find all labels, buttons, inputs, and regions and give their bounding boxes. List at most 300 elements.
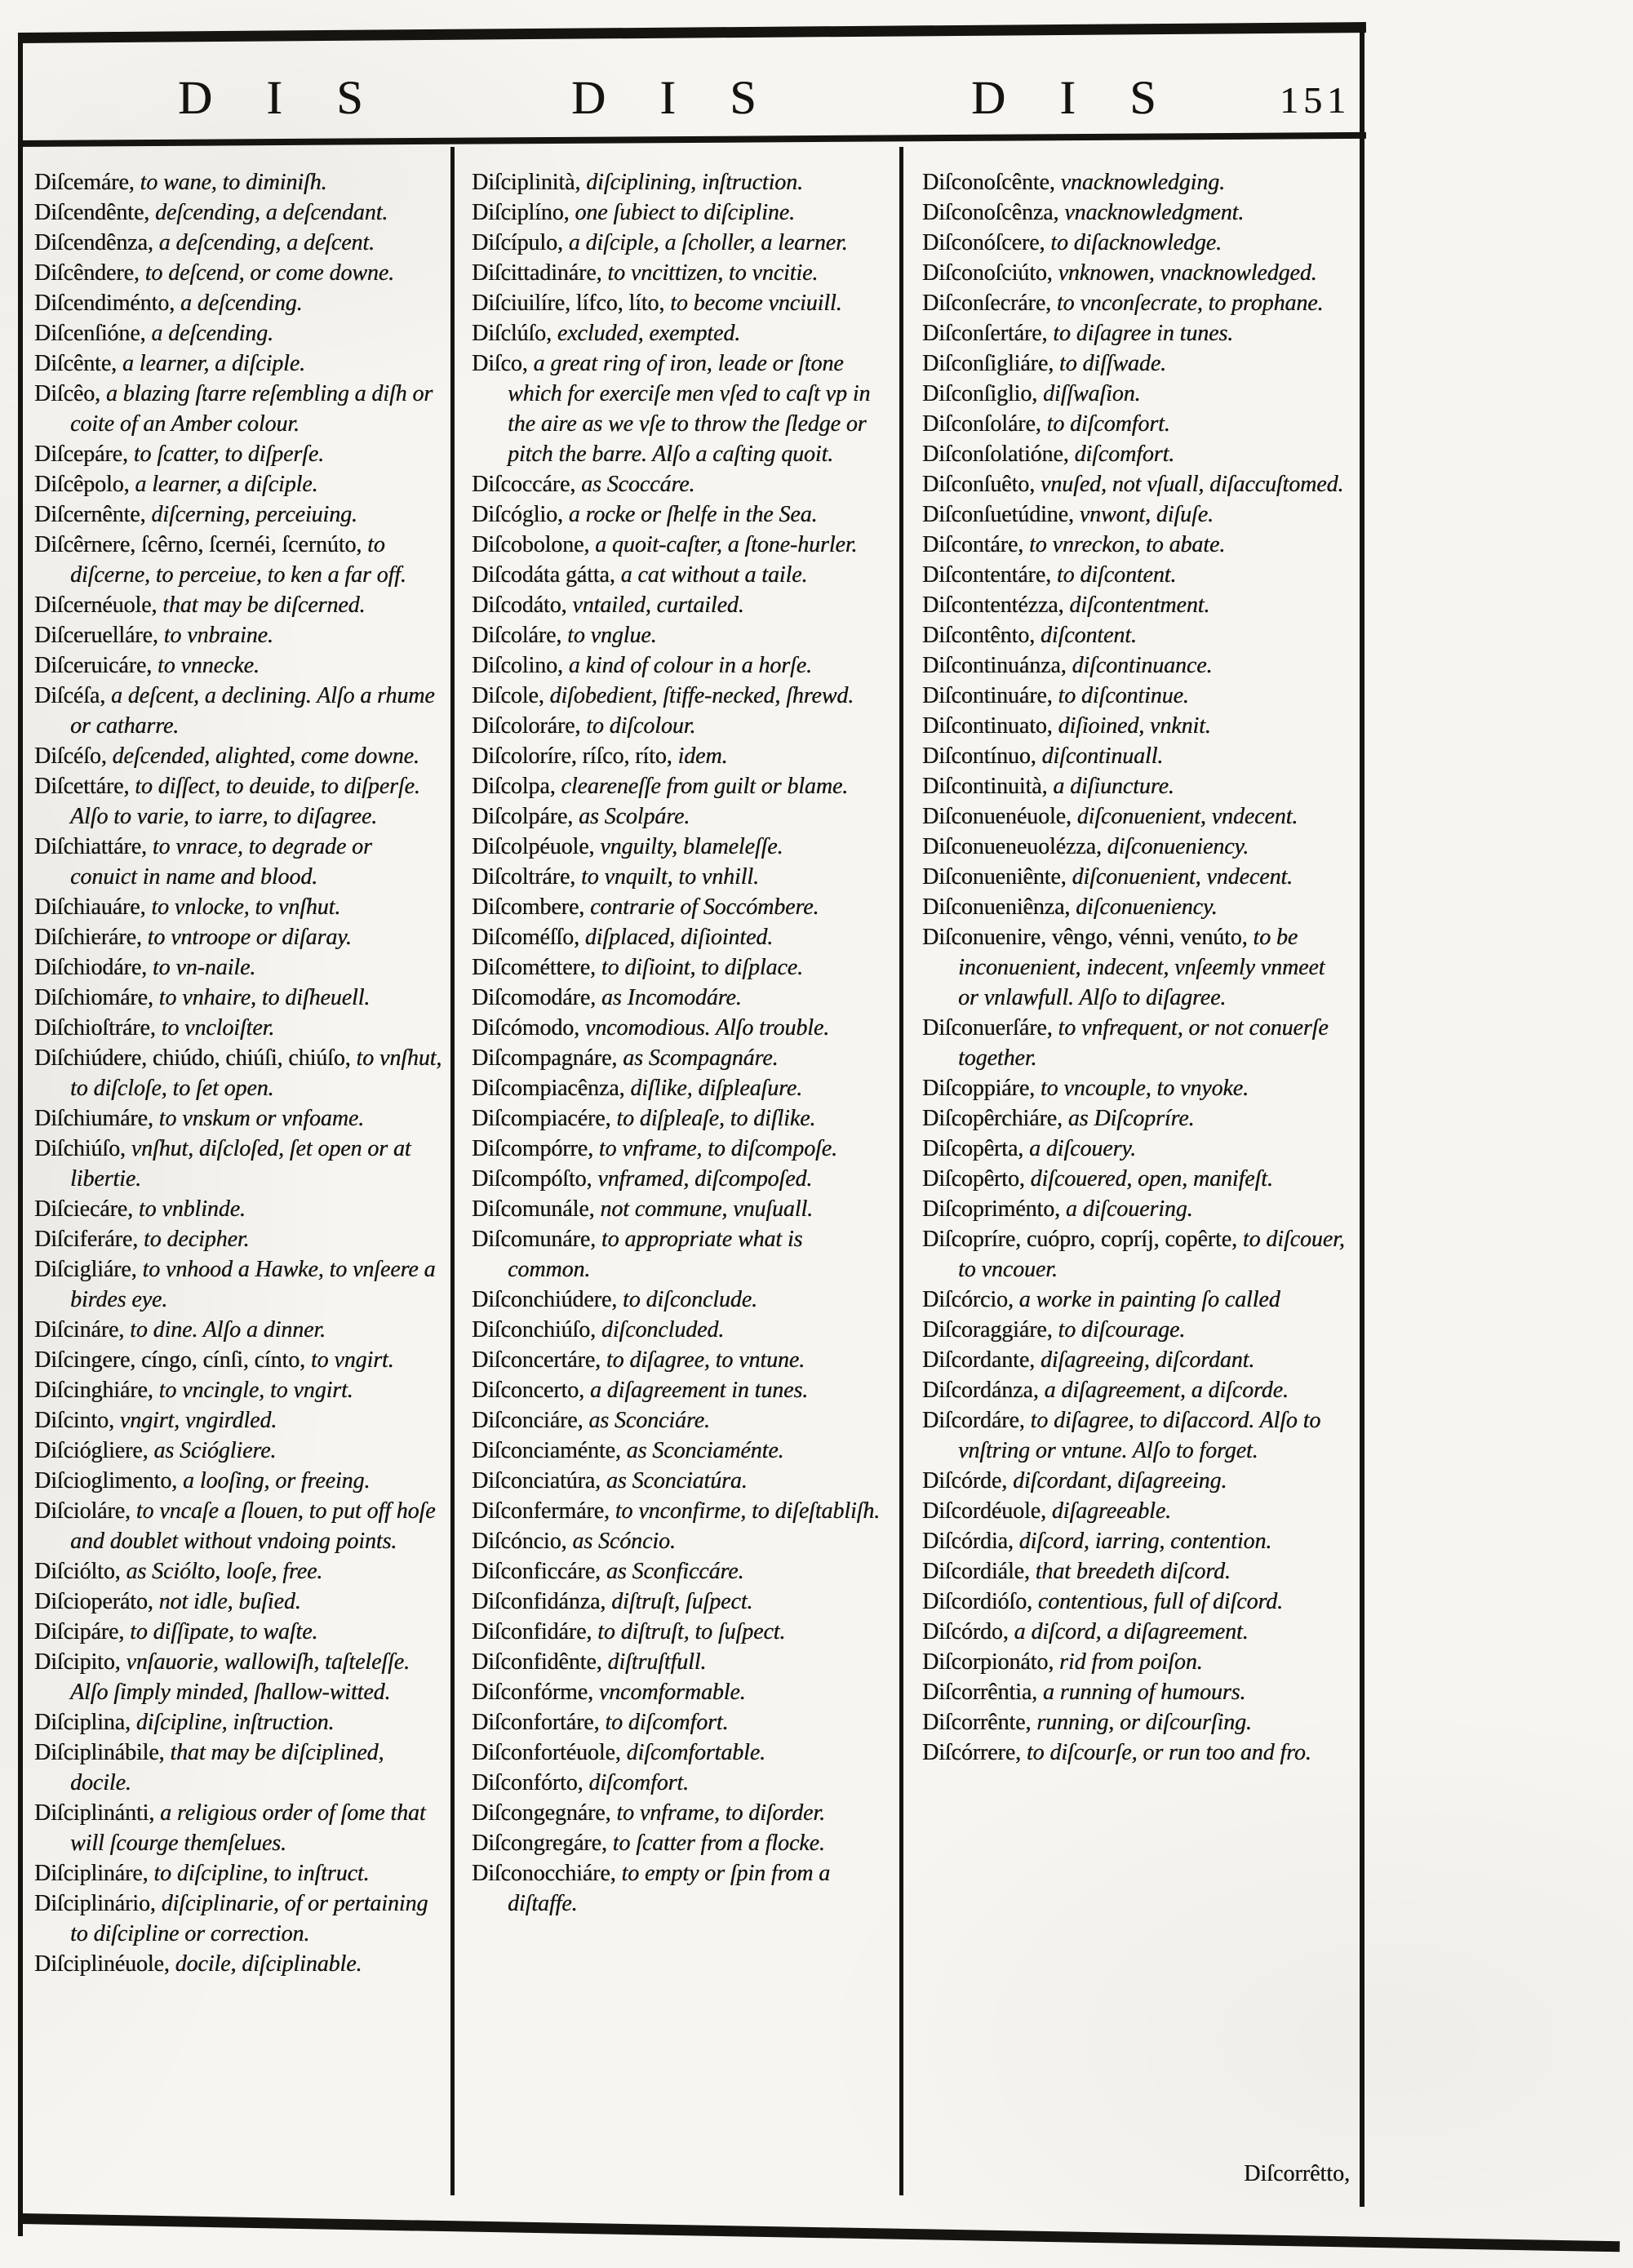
dictionary-entry: [472, 711, 884, 741]
entry-gloss: to vnconſecrate, to prophane.: [1056, 291, 1324, 316]
dictionary-entry: [472, 469, 884, 499]
dictionary-entry: [34, 1405, 444, 1436]
page-number: 151: [1280, 79, 1351, 121]
entry-headword: Diſcernéuole,: [34, 593, 158, 618]
entry-gloss: to diſcontinue.: [1058, 683, 1189, 708]
entry-headword: Diſchiodáre,: [34, 955, 147, 980]
dictionary-entry: [922, 439, 1350, 469]
entry-headword: Diſciógliere,: [34, 1438, 149, 1463]
entry-headword: Diſcontinuità,: [922, 774, 1048, 799]
entry-headword: Diſcontinuato,: [922, 713, 1053, 739]
dictionary-entry: [34, 530, 444, 590]
entry-gloss: vnframed, diſcompoſed.: [597, 1166, 813, 1192]
dictionary-entry: [922, 1466, 1350, 1496]
entry-gloss: to ſcatter from a flocke.: [612, 1831, 825, 1856]
entry-gloss: as Scoccáre.: [581, 472, 695, 497]
entry-gloss: a deſcent, a declining. Alſo a rhume or catharre.: [70, 683, 435, 739]
entry-gloss: contentious, full of diſcord.: [1037, 1589, 1283, 1614]
entry-gloss: a diſcouering.: [1065, 1196, 1193, 1222]
entry-headword: Diſcioperáto,: [34, 1589, 153, 1614]
dictionary-entry: [472, 892, 884, 922]
entry-gloss: a diſciple, a ſcholler, a learner.: [568, 230, 848, 255]
entry-headword: Diſconſigliáre,: [922, 351, 1054, 376]
entry-headword: Diſco,: [472, 351, 528, 376]
entry-headword: Diſconſuêto,: [922, 472, 1035, 497]
dictionary-entry: [922, 711, 1350, 741]
entry-gloss: diſciplining, inſtruction.: [586, 170, 803, 195]
entry-gloss: as Sciólto, looſe, free.: [126, 1559, 323, 1584]
dictionary-entry: [922, 1164, 1350, 1194]
entry-gloss: deſcending, a deſcendant.: [154, 200, 388, 225]
entry-headword: Diſconciáre,: [472, 1408, 584, 1433]
entry-gloss: vnguilty, blameleſſe.: [600, 834, 783, 859]
entry-headword: Diſcipito,: [34, 1649, 121, 1675]
dictionary-entry: [34, 439, 444, 469]
dictionary-entry: [922, 228, 1350, 258]
entry-gloss: to vnhaire, to diſheuell.: [158, 985, 371, 1010]
entry-headword: Diſcioláre,: [34, 1498, 131, 1524]
entry-gloss: a cat without a taile.: [620, 562, 808, 588]
entry-gloss: to diſagree, to diſaccord. Alſo to vnſtring or vntune. Alſo to forget.: [958, 1408, 1321, 1463]
entry-headword: Diſcontáre,: [922, 532, 1024, 557]
entry-headword: Diſcernênte,: [34, 502, 146, 527]
entry-headword: Diſcepáre,: [34, 442, 128, 467]
dictionary-entry: [34, 1798, 444, 1858]
bottom-rule: [20, 2213, 1620, 2252]
entry-gloss: diſcomfort.: [588, 1770, 689, 1795]
dictionary-entry: [34, 318, 444, 348]
entry-gloss: to diſcourage.: [1058, 1317, 1186, 1343]
entry-gloss: diſioined, vnknit.: [1058, 713, 1211, 739]
dictionary-entry: [922, 469, 1350, 499]
entry-headword: Diſconficcáre,: [472, 1559, 601, 1584]
column-divider-2: [899, 147, 903, 2195]
entry-gloss: diſconcluded.: [601, 1317, 725, 1343]
entry-gloss: to diſſipate, to waſte.: [130, 1619, 318, 1644]
dictionary-entry: [34, 1254, 444, 1315]
entry-headword: Diſcompiacére,: [472, 1106, 611, 1131]
entry-gloss: to diſacknowledge.: [1050, 230, 1222, 255]
running-header-dis-2: D I S: [571, 71, 778, 124]
entry-gloss: to diſpleaſe, to diſlike.: [616, 1106, 816, 1131]
dictionary-entry: [34, 681, 444, 741]
dictionary-entry: [922, 348, 1350, 379]
entry-headword: Diſciecáre,: [34, 1196, 133, 1222]
dictionary-entry: [472, 1768, 884, 1798]
dictionary-entry: [472, 620, 884, 650]
entry-headword: Diſcongegnáre,: [472, 1800, 611, 1826]
entry-gloss: docile, diſciplinable.: [175, 1951, 362, 1977]
entry-headword: Diſcórdia,: [922, 1529, 1014, 1554]
dictionary-entry: [472, 832, 884, 862]
entry-headword: Diſcênte,: [34, 351, 117, 376]
entry-headword: Diſconueniênte,: [922, 864, 1067, 890]
entry-headword: Diſcéſa,: [34, 683, 106, 708]
entry-headword: Diſcettáre,: [34, 774, 130, 799]
dictionary-entry: [472, 560, 884, 590]
entry-headword: Diſcordéuole,: [922, 1498, 1046, 1524]
entry-gloss: to diſconclude.: [623, 1287, 757, 1312]
entry-gloss: to diſcontent.: [1056, 562, 1177, 588]
dictionary-column-2: [472, 167, 884, 1919]
entry-gloss: to diſagree, to vntune.: [606, 1347, 805, 1373]
entry-gloss: to diſcomfort.: [1046, 411, 1170, 437]
entry-gloss: to diſcerne, to perceiue, to ken a far off.: [70, 532, 406, 588]
dictionary-entry: [922, 1345, 1350, 1375]
entry-headword: Diſcopêrto,: [922, 1166, 1025, 1192]
entry-gloss: a learner, a diſciple.: [135, 472, 318, 497]
entry-headword: Diſcoraggiáre,: [922, 1317, 1053, 1343]
dictionary-entry: [472, 1647, 884, 1677]
entry-gloss: to diſcolour.: [586, 713, 696, 739]
dictionary-entry: [34, 1738, 444, 1798]
entry-headword: Diſcopêrta,: [922, 1136, 1024, 1161]
dictionary-entry: [34, 1013, 444, 1043]
dictionary-entry: [34, 288, 444, 318]
dictionary-entry: [922, 499, 1350, 530]
entry-gloss: as Scóncio.: [572, 1529, 676, 1554]
entry-gloss: vnacknowledgment.: [1064, 200, 1245, 225]
entry-gloss: as Sconciaménte.: [626, 1438, 784, 1463]
entry-gloss: to diſſect, to deuide, to diſperſe. Alſo to varie, to iarre, to diſagree.: [70, 774, 420, 829]
entry-headword: Diſconſoláre,: [922, 411, 1041, 437]
entry-gloss: one ſubiect to diſcipline.: [575, 200, 795, 225]
entry-gloss: to vngirt.: [310, 1347, 394, 1373]
entry-headword: Diſcombere,: [472, 894, 585, 920]
entry-headword: Diſcioglimento,: [34, 1468, 178, 1494]
dictionary-entry: [34, 1466, 444, 1496]
dictionary-entry: [472, 1828, 884, 1858]
dictionary-entry: [472, 318, 884, 348]
entry-headword: Diſciplina,: [34, 1710, 131, 1735]
entry-headword: Diſconueniênza,: [922, 894, 1071, 920]
entry-gloss: diſciplinarie, of or pertaining to diſcipline or correction.: [70, 1891, 428, 1946]
dictionary-entry: [34, 1858, 444, 1889]
dictionary-entry: [922, 1103, 1350, 1134]
dictionary-entry: [922, 1617, 1350, 1647]
dictionary-entry: [922, 1285, 1350, 1315]
entry-headword: Diſcoppiáre,: [922, 1076, 1035, 1101]
entry-headword: Diſconſuetúdine,: [922, 502, 1074, 527]
entry-headword: Diſcináre,: [34, 1317, 125, 1343]
dictionary-entry: [34, 499, 444, 530]
entry-headword: Diſconoſcênte,: [922, 170, 1055, 195]
entry-headword: Diſcontênto,: [922, 623, 1035, 648]
entry-gloss: diſagreeing, diſcordant.: [1040, 1347, 1255, 1373]
entry-gloss: to vncouple, to vnyoke.: [1040, 1076, 1249, 1101]
entry-headword: Diſcinto,: [34, 1408, 114, 1433]
entry-headword: Diſconuerſáre,: [922, 1015, 1053, 1041]
entry-headword: Diſcomodáre,: [472, 985, 596, 1010]
entry-gloss: to diſagree in tunes.: [1053, 321, 1234, 346]
entry-gloss: to diſtruſt, to ſuſpect.: [597, 1619, 786, 1644]
entry-headword: Diſcóglio,: [472, 502, 563, 527]
entry-gloss: a diſagreement in tunes.: [589, 1378, 809, 1403]
entry-headword: Diſcontínuo,: [922, 743, 1036, 769]
entry-gloss: to vnfrequent, or not conuerſe together.: [958, 1015, 1329, 1071]
dictionary-entry: [922, 409, 1350, 439]
dictionary-entry: [472, 741, 884, 771]
dictionary-entry: [472, 1436, 884, 1466]
dictionary-entry: [922, 379, 1350, 409]
entry-headword: Diſciplináre,: [34, 1861, 149, 1886]
entry-headword: Diſcordante,: [922, 1347, 1035, 1373]
entry-gloss: to vncingle, to vngirt.: [158, 1378, 353, 1403]
dictionary-entry: [472, 1013, 884, 1043]
dictionary-entry: [34, 1949, 444, 1979]
entry-gloss: to diſcipline, to inſtruct.: [153, 1861, 370, 1886]
dictionary-entry: [472, 1405, 884, 1436]
dictionary-entry: [34, 348, 444, 379]
entry-headword: Diſcéſo,: [34, 743, 107, 769]
dictionary-entry: [922, 1073, 1350, 1103]
entry-gloss: a diſcouery.: [1028, 1136, 1136, 1161]
entry-gloss: vnacknowledging.: [1060, 170, 1225, 195]
entry-headword: Diſchiomáre,: [34, 985, 153, 1010]
entry-gloss: to vnskum or vnfoame.: [158, 1106, 365, 1131]
entry-headword: Diſcendênte,: [34, 200, 150, 225]
entry-headword: Diſcompóſto,: [472, 1166, 592, 1192]
entry-gloss: as Scolpáre.: [578, 804, 690, 829]
entry-gloss: to diſcomfort.: [605, 1710, 729, 1735]
dictionary-entry: [34, 741, 444, 771]
entry-gloss: a deſcending.: [180, 291, 303, 316]
dictionary-entry: [472, 922, 884, 952]
entry-headword: Diſcendiménto,: [34, 291, 175, 316]
entry-gloss: to deſcend, or come downe.: [144, 260, 394, 286]
dictionary-entry: [34, 1556, 444, 1587]
dictionary-entry: [922, 1013, 1350, 1073]
dictionary-entry: [34, 771, 444, 832]
dictionary-entry: [472, 983, 884, 1013]
entry-headword: Diſchiúdere, chiúdo, chiúſi, chiúſo,: [34, 1045, 351, 1071]
dictionary-entry: [34, 952, 444, 983]
dictionary-entry: [472, 1043, 884, 1073]
entry-gloss: idem.: [677, 743, 728, 769]
dictionary-entry: [472, 348, 884, 469]
entry-headword: Diſconuenéuole,: [922, 804, 1072, 829]
entry-headword: Diſcontinuáre,: [922, 683, 1053, 708]
entry-gloss: to diſcouer, to vncouer.: [958, 1227, 1345, 1282]
entry-headword: Diſcompagnáre,: [472, 1045, 618, 1071]
dictionary-entry: [472, 1224, 884, 1285]
dictionary-entry: [472, 1677, 884, 1707]
entry-gloss: vnſauorie, wallowiſh, taſteleſſe. Alſo ſimply minded, ſhallow-witted.: [70, 1649, 410, 1705]
entry-headword: Diſcordiále,: [922, 1559, 1030, 1584]
entry-headword: Diſcométtere,: [472, 955, 596, 980]
entry-gloss: to diſioint, to diſplace.: [601, 955, 803, 980]
dictionary-entry: [922, 1134, 1350, 1164]
dictionary-entry: [34, 198, 444, 228]
entry-gloss: a worke in painting ſo called: [1018, 1287, 1280, 1312]
entry-gloss: to vntroope or diſaray.: [147, 925, 352, 950]
entry-gloss: that may be diſcerned.: [162, 593, 366, 618]
entry-headword: Diſcoméſſo,: [472, 925, 579, 950]
dictionary-entry: [34, 650, 444, 681]
entry-headword: Diſcêrnere, ſcêrno, ſcernéi, ſcernúto,: [34, 532, 362, 557]
dictionary-entry: [922, 530, 1350, 560]
dictionary-entry: [34, 258, 444, 288]
entry-gloss: a blazing ſtarre reſembling a diſh or coite of an Amber colour.: [70, 381, 433, 437]
entry-headword: Diſcorrêntia,: [922, 1680, 1037, 1705]
entry-headword: Diſciplinità,: [472, 170, 581, 195]
entry-headword: Diſchioſtráre,: [34, 1015, 156, 1041]
entry-headword: Diſceruicáre,: [34, 653, 153, 678]
right-border-rule: [1360, 29, 1365, 2207]
entry-gloss: to appropriate what is common.: [508, 1227, 803, 1282]
dictionary-entry: [922, 1375, 1350, 1405]
entry-headword: Diſchiattáre,: [34, 834, 147, 859]
entry-headword: Diſconfórto,: [472, 1770, 584, 1795]
dictionary-entry: [922, 1587, 1350, 1617]
entry-headword: Diſconfortéuole,: [472, 1740, 621, 1765]
entry-gloss: vnſhut, diſcloſed, ſet open or at libertie.: [70, 1136, 411, 1192]
entry-gloss: diſcomfort.: [1074, 442, 1175, 467]
dictionary-entry: [922, 318, 1350, 348]
dictionary-entry: [34, 228, 444, 258]
entry-gloss: to diſcourſe, or run too and fro.: [1026, 1740, 1311, 1765]
entry-gloss: to vnframe, to diſcompoſe.: [598, 1136, 837, 1161]
dictionary-entry: [922, 590, 1350, 620]
entry-headword: Diſcoloríre, ríſco, ríto,: [472, 743, 672, 769]
dictionary-entry: [472, 167, 884, 198]
entry-headword: Diſcompórre,: [472, 1136, 593, 1161]
entry-gloss: running, or diſcourſing.: [1036, 1710, 1252, 1735]
entry-headword: Diſconfórme,: [472, 1680, 593, 1705]
entry-headword: Diſcompiacênza,: [472, 1076, 625, 1101]
entry-headword: Diſconfortáre,: [472, 1710, 600, 1735]
entry-headword: Diſceruelláre,: [34, 623, 158, 648]
entry-gloss: vnwont, diſuſe.: [1079, 502, 1214, 527]
dictionary-entry: [922, 1224, 1350, 1285]
entry-headword: Diſcómodo,: [472, 1015, 579, 1041]
entry-gloss: to vnbraine.: [163, 623, 273, 648]
entry-headword: Diſcigliáre,: [34, 1257, 137, 1282]
entry-headword: Diſconueneuolézza,: [922, 834, 1102, 859]
dictionary-entry: [472, 1556, 884, 1587]
entry-headword: Diſconfidáre,: [472, 1619, 592, 1644]
dictionary-entry: [472, 1496, 884, 1526]
entry-headword: Diſconſiglio,: [922, 381, 1038, 406]
entry-gloss: diſtruſtfull.: [607, 1649, 707, 1675]
entry-headword: Diſcêndere,: [34, 260, 140, 286]
entry-gloss: vntailed, curtailed.: [572, 593, 744, 618]
entry-headword: Diſcemáre,: [34, 170, 135, 195]
entry-headword: Diſconſecráre,: [922, 291, 1051, 316]
dictionary-entry: [922, 1194, 1350, 1224]
dictionary-entry: [34, 1587, 444, 1617]
entry-headword: Diſcipáre,: [34, 1619, 125, 1644]
entry-headword: Diſcingere, cíngo, cínſi, cínto,: [34, 1347, 305, 1373]
entry-gloss: vnknowen, vnacknowledged.: [1058, 260, 1317, 286]
entry-gloss: contrarie of Soccómbere.: [589, 894, 819, 920]
entry-headword: Diſcoltráre,: [472, 864, 576, 890]
entry-headword: Diſcorrênte,: [922, 1710, 1032, 1735]
entry-gloss: diſconuenient, vndecent.: [1072, 864, 1293, 890]
entry-headword: Diſconciatúra,: [472, 1468, 601, 1494]
dictionary-entry: [472, 1375, 884, 1405]
running-header-dis-1: D I S: [178, 71, 384, 124]
dictionary-entry: [34, 1194, 444, 1224]
dictionary-entry: [472, 862, 884, 892]
entry-headword: Diſclúſo,: [472, 321, 552, 346]
dictionary-entry: [34, 1375, 444, 1405]
entry-gloss: to empty or ſpin from a diſtaffe.: [508, 1861, 831, 1916]
dictionary-entry: [34, 892, 444, 922]
dictionary-entry: [34, 1134, 444, 1194]
dictionary-entry: [34, 1496, 444, 1556]
entry-gloss: to vncloiſter.: [161, 1015, 275, 1041]
left-border-rule: [18, 33, 23, 2236]
entry-headword: Diſcobolone,: [472, 532, 590, 557]
entry-headword: Diſciplinánti,: [34, 1800, 155, 1826]
entry-gloss: vncomformable.: [598, 1680, 746, 1705]
entry-headword: Diſcenſióne,: [34, 321, 146, 346]
dictionary-entry: [922, 198, 1350, 228]
entry-gloss: deſcended, alighted, come downe.: [112, 743, 419, 769]
dictionary-entry: [34, 922, 444, 952]
dictionary-entry: [472, 650, 884, 681]
entry-gloss: a deſcending.: [151, 321, 273, 346]
dictionary-entry: [34, 1617, 444, 1647]
dictionary-entry: [472, 771, 884, 801]
entry-gloss: to vnlocke, to vnſhut.: [151, 894, 341, 920]
entry-gloss: as Sciógliere.: [153, 1438, 277, 1463]
dictionary-entry: [472, 1526, 884, 1556]
dictionary-entry: [34, 1103, 444, 1134]
dictionary-entry: [472, 1194, 884, 1224]
entry-headword: Diſcomunále,: [472, 1196, 595, 1222]
entry-headword: Diſciuilíre, lífco, líto,: [472, 291, 665, 316]
entry-headword: Diſcórcio,: [922, 1287, 1014, 1312]
entry-headword: Diſcolpáre,: [472, 804, 574, 829]
dictionary-entry: [34, 832, 444, 892]
entry-gloss: cleareneſſe from guilt or blame.: [561, 774, 849, 799]
entry-gloss: diſcordant, diſagreeing.: [1012, 1468, 1227, 1494]
entry-headword: Diſcórrere,: [922, 1740, 1021, 1765]
entry-headword: Diſcontinuánza,: [922, 653, 1067, 678]
entry-gloss: diſconuenient, vndecent.: [1076, 804, 1298, 829]
dictionary-entry: [472, 1798, 884, 1828]
entry-gloss: diſlike, diſpleaſure.: [630, 1076, 803, 1101]
dictionary-entry: [34, 379, 444, 439]
entry-headword: Diſcopriménto,: [922, 1196, 1060, 1222]
entry-gloss: to vncaſe a ſlouen, to put off hoſe and doublet without vndoing points.: [70, 1498, 436, 1554]
entry-headword: Diſconſertáre,: [922, 321, 1048, 346]
entry-gloss: a running of humours.: [1042, 1680, 1246, 1705]
entry-gloss: not commune, vnuſuall.: [600, 1196, 813, 1222]
dictionary-entry: [34, 1889, 444, 1949]
entry-gloss: diſcerning, perceiuing.: [151, 502, 357, 527]
entry-gloss: diſſwaſion.: [1042, 381, 1141, 406]
dictionary-entry: [922, 771, 1350, 801]
dictionary-entry: [472, 288, 884, 318]
entry-gloss: to vnhood a Hawke, to vnſeere a birdes eye.: [70, 1257, 436, 1312]
dictionary-entry: [34, 620, 444, 650]
entry-gloss: to vnrace, to degrade or conuict in name and blood.: [70, 834, 372, 890]
entry-gloss: that breedeth diſcord.: [1035, 1559, 1231, 1584]
dictionary-entry: [472, 1858, 884, 1919]
entry-headword: Diſconoſcênza,: [922, 200, 1059, 225]
column-divider-1: [450, 147, 455, 2195]
entry-headword: Diſciólto,: [34, 1559, 121, 1584]
entry-headword: Diſconfidánza,: [472, 1589, 606, 1614]
dictionary-entry: [922, 922, 1350, 1013]
entry-gloss: to vnframe, to diſorder.: [616, 1800, 825, 1826]
dictionary-entry: [922, 832, 1350, 862]
dictionary-entry: [34, 1345, 444, 1375]
entry-gloss: vncomodious. Alſo trouble.: [584, 1015, 830, 1041]
